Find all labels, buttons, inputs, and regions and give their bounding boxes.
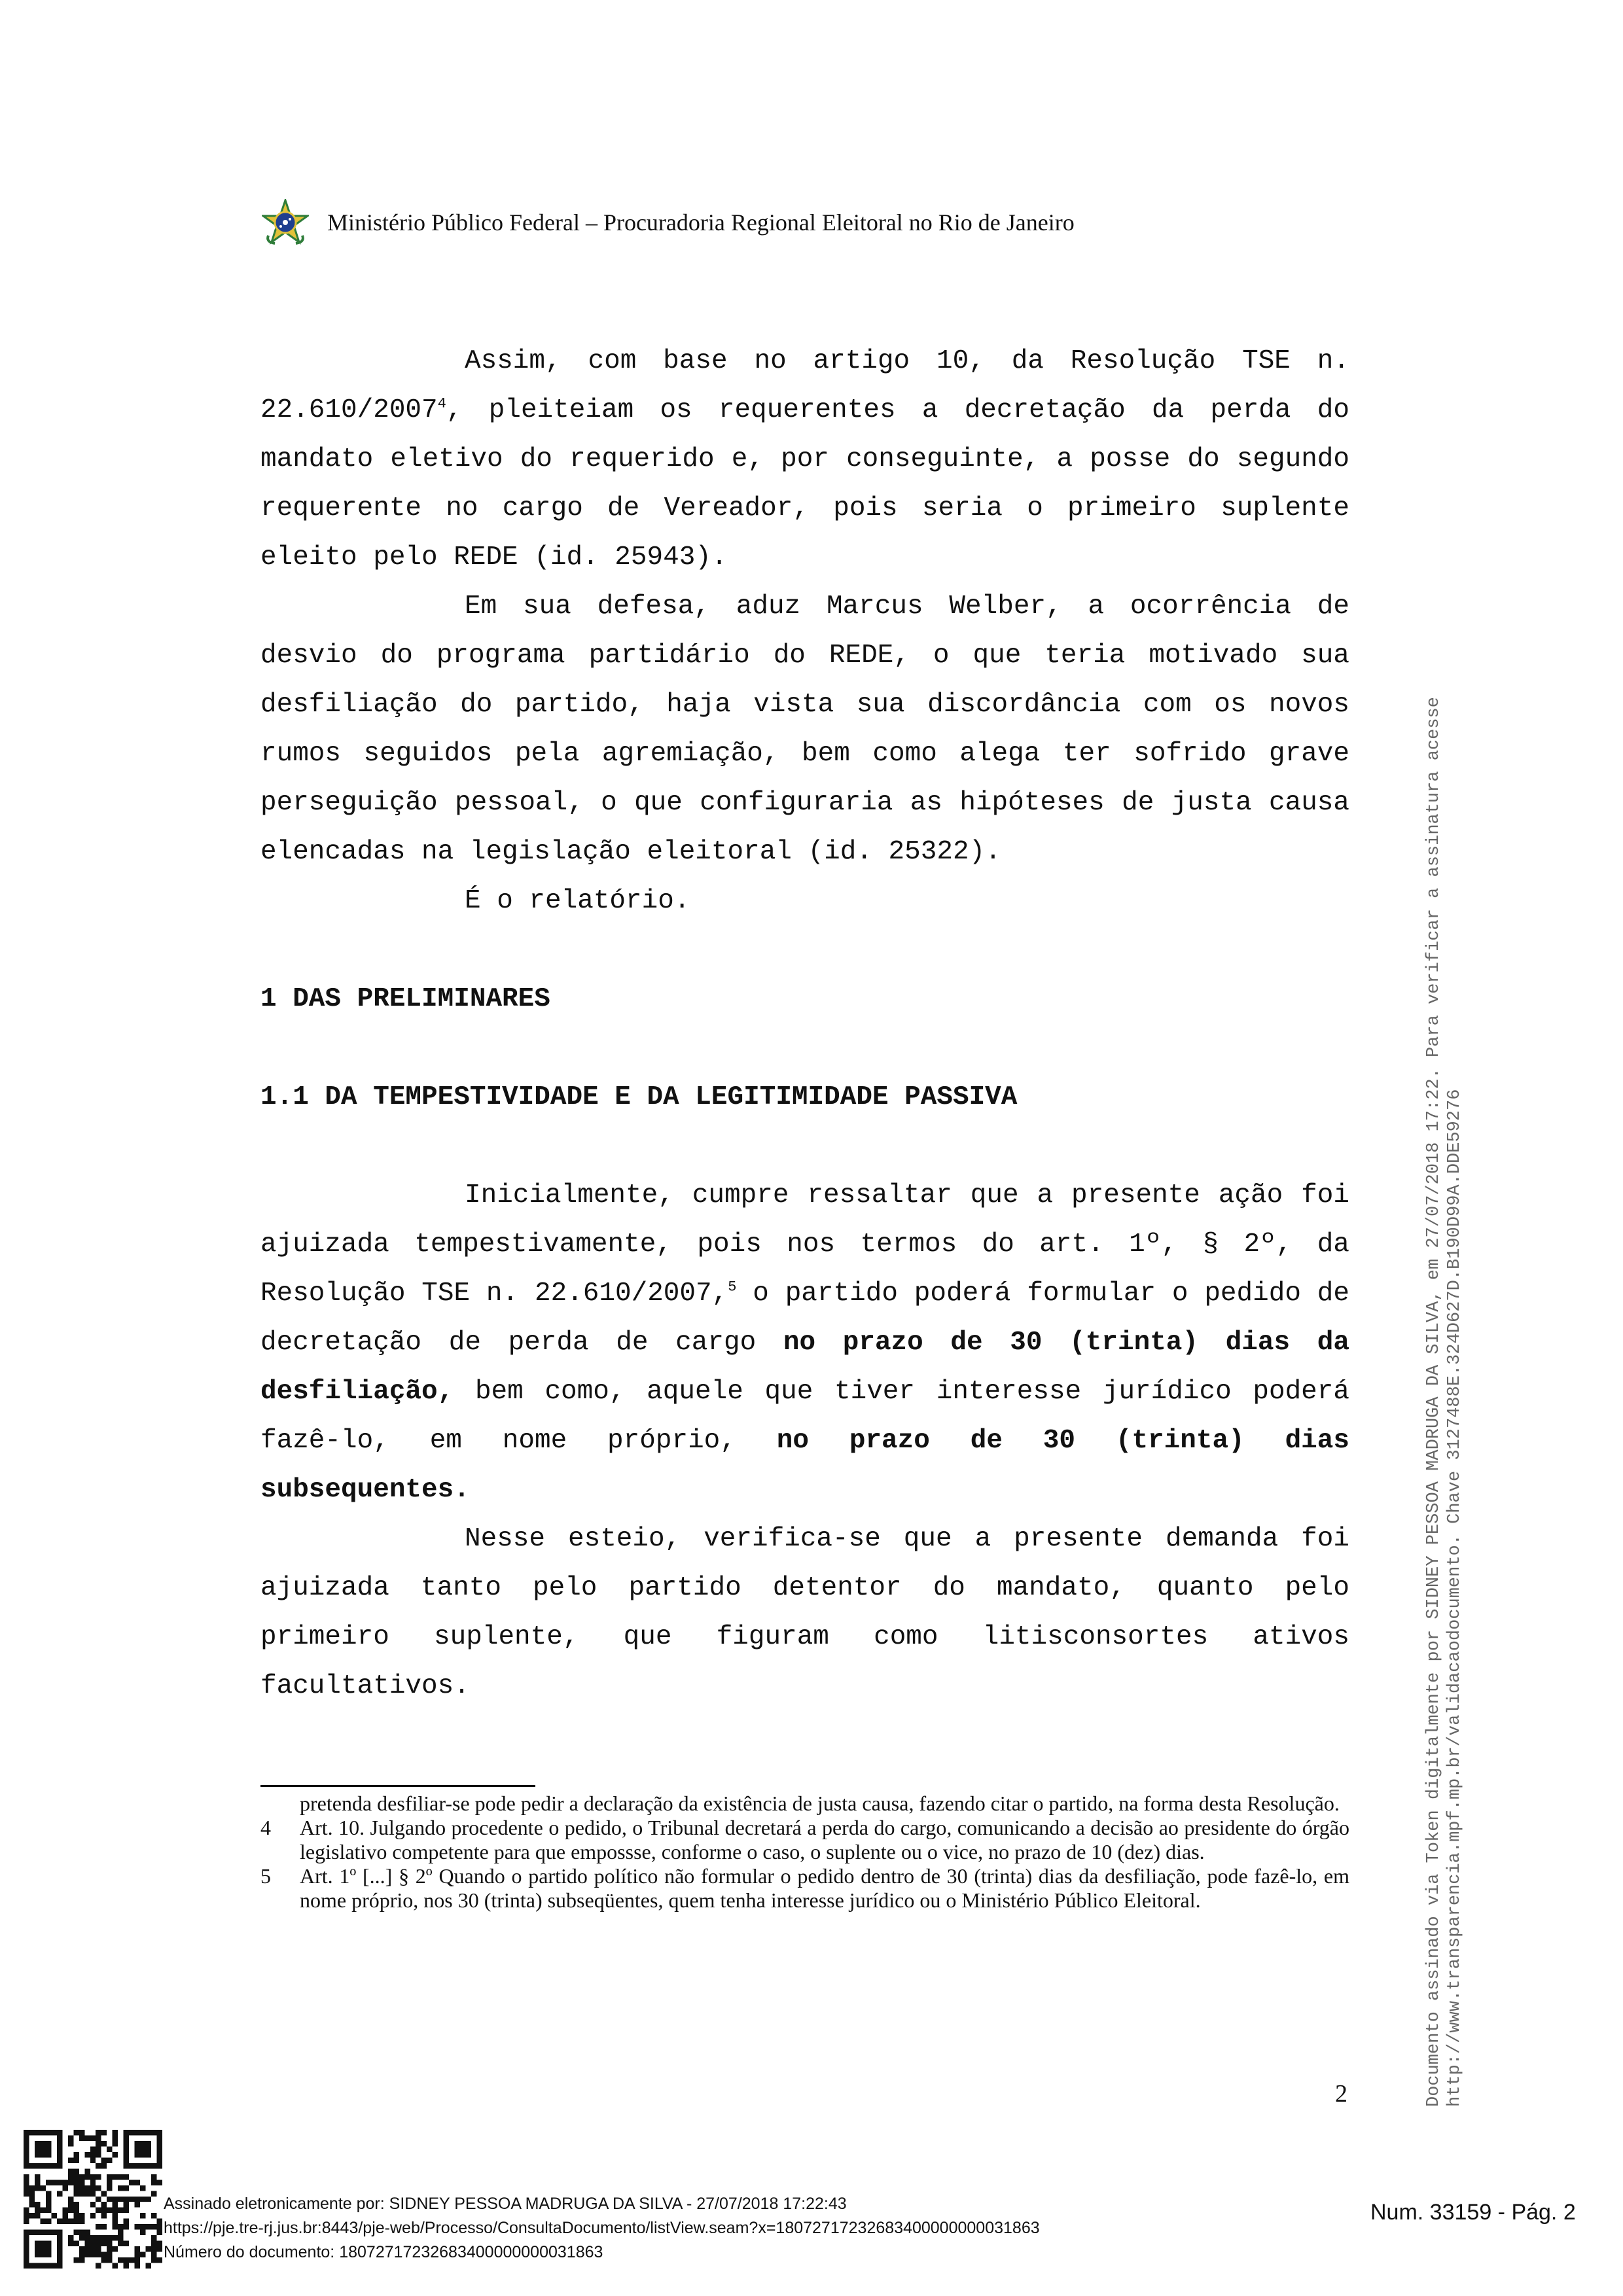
paragraph-text: bem como, aquele que tiver interesse jurídico poderá fazê-lo, em nome próprio, xyxy=(260,1377,1349,1456)
footnote-number: 5 xyxy=(260,1864,271,1888)
paragraph-standing: Nesse esteio, verifica-se que a presente demanda foi ajuizada tanto pelo partido detentor do mandato, quanto pelo primeiro suplente, que figuram como litisconsortes ativos facultativos. xyxy=(260,1524,1349,1701)
document-number: Número do documento: 18072717232683400000000031863 xyxy=(164,2243,603,2261)
signed-by-text: Assinado eletronicamente por: SIDNEY PESSOA MADRUGA DA SILVA - 27/07/2018 17:22:43 xyxy=(164,2195,847,2213)
footnote-text: Art. 1º [...] § 2º Quando o partido político não formular o pedido dentro de 30 (trinta) dias da desfiliação, pode fazê-lo, em nome próprio, nos 30 (trinta) subseqüentes, quem tenha interesse jurídico ou o Ministério Público Eleitoral. xyxy=(300,1864,1349,1912)
footnote-ref-4: 4 xyxy=(437,395,446,412)
paragraph-report: É o relatório. xyxy=(465,886,690,916)
brazil-coat-of-arms-icon xyxy=(262,199,309,246)
bold-text: no prazo de 30 (trinta) dias subsequentes. xyxy=(260,1426,1349,1505)
footnote-ref-5: 5 xyxy=(728,1279,737,1296)
footnote-text: Art. 10. Julgando procedente o pedido, o Tribunal decretará a perda do cargo, comunicando a decisão ao presidente do órgão legislativo competente para que empossse, conforme o caso, o suplente ou o vice, no prazo de 10 (dez) dias. xyxy=(300,1816,1349,1863)
footnote-number: 4 xyxy=(260,1816,271,1839)
signature-stamp-line: Documento assinado via Token digitalmente por SIDNEY PESSOA MADRUGA DA SILVA, em 27/07/2018 17:22. Para verificar a assinatura acesse xyxy=(1424,697,1444,2107)
header-title: Ministério Público Federal – Procuradoria Regional Eleitoral no Rio de Janeiro xyxy=(327,209,1075,236)
qr-code-icon xyxy=(24,2130,162,2269)
paragraph-text: Assim, com base no artigo 10, da Resolução TSE n. 22.610/2007 xyxy=(260,346,1349,425)
document-page-reference: Num. 33159 - Pág. 2 xyxy=(1370,2200,1576,2225)
paragraph-request xyxy=(260,337,1349,582)
section-heading-preliminaries: 1 DAS PRELIMINARES xyxy=(260,984,550,1014)
electronic-signature-block xyxy=(164,2192,1040,2265)
footnote-4 xyxy=(260,1816,1349,1864)
footnote-5 xyxy=(260,1864,1349,1913)
page-header xyxy=(262,196,1075,249)
bold-text: no prazo de 30 (trinta) dias da desfiliação, xyxy=(260,1328,1349,1407)
page-number: 2 xyxy=(1335,2080,1347,2108)
section-heading-timeliness: 1.1 DA TEMPESTIVIDADE E DA LEGITIMIDADE PASSIVA xyxy=(260,1082,1018,1112)
paragraph-timeliness xyxy=(260,1171,1349,1515)
footnotes xyxy=(260,1792,1349,1913)
paragraph-text: o partido poderá formular o pedido de decretação de perda de cargo xyxy=(260,1279,1349,1358)
document-body xyxy=(260,337,1349,1711)
footnote-divider xyxy=(260,1785,535,1787)
paragraph-text: Inicialmente, cumpre ressaltar que a presente ação foi ajuizada tempestivamente, pois nos termos do art. 1º, § 2º, da Resolução TSE n. 22.610/2007, xyxy=(260,1180,1349,1309)
signature-stamp-line: http://www.transparencia.mpf.mp.br/validacaodocumento. Chave 3127488E.324D627D.B190D99A.DDE59276 xyxy=(1445,1089,1465,2107)
digital-signature-stamp xyxy=(1423,537,1465,2107)
footnote-continuation: pretenda desfiliar-se pode pedir a declaração da existência de justa causa, fazendo citar o partido, na forma desta Resolução. xyxy=(300,1792,1340,1815)
document-url[interactable]: https://pje.tre-rj.jus.br:8443/pje-web/Processo/ConsultaDocumento/listView.seam?x=18072717232683400000000031863 xyxy=(164,2219,1040,2237)
paragraph-defense: Em sua defesa, aduz Marcus Welber, a ocorrência de desvio do programa partidário do REDE, o que teria motivado sua desfiliação do partido, haja vista sua discordância com os novos rumos seguidos pela agremiação, bem como alega ter sofrido grave perseguição pessoal, o que configuraria as hipóteses de justa causa elencadas na legislação eleitoral (id. 25322). xyxy=(260,592,1349,867)
paragraph-text: , pleiteiam os requerentes a decretação da perda do mandato eletivo do requerido e, por conseguinte, a posse do segundo requerente no cargo de Vereador, pois seria o primeiro suplente eleito pelo REDE (id. 25943). xyxy=(260,395,1349,573)
